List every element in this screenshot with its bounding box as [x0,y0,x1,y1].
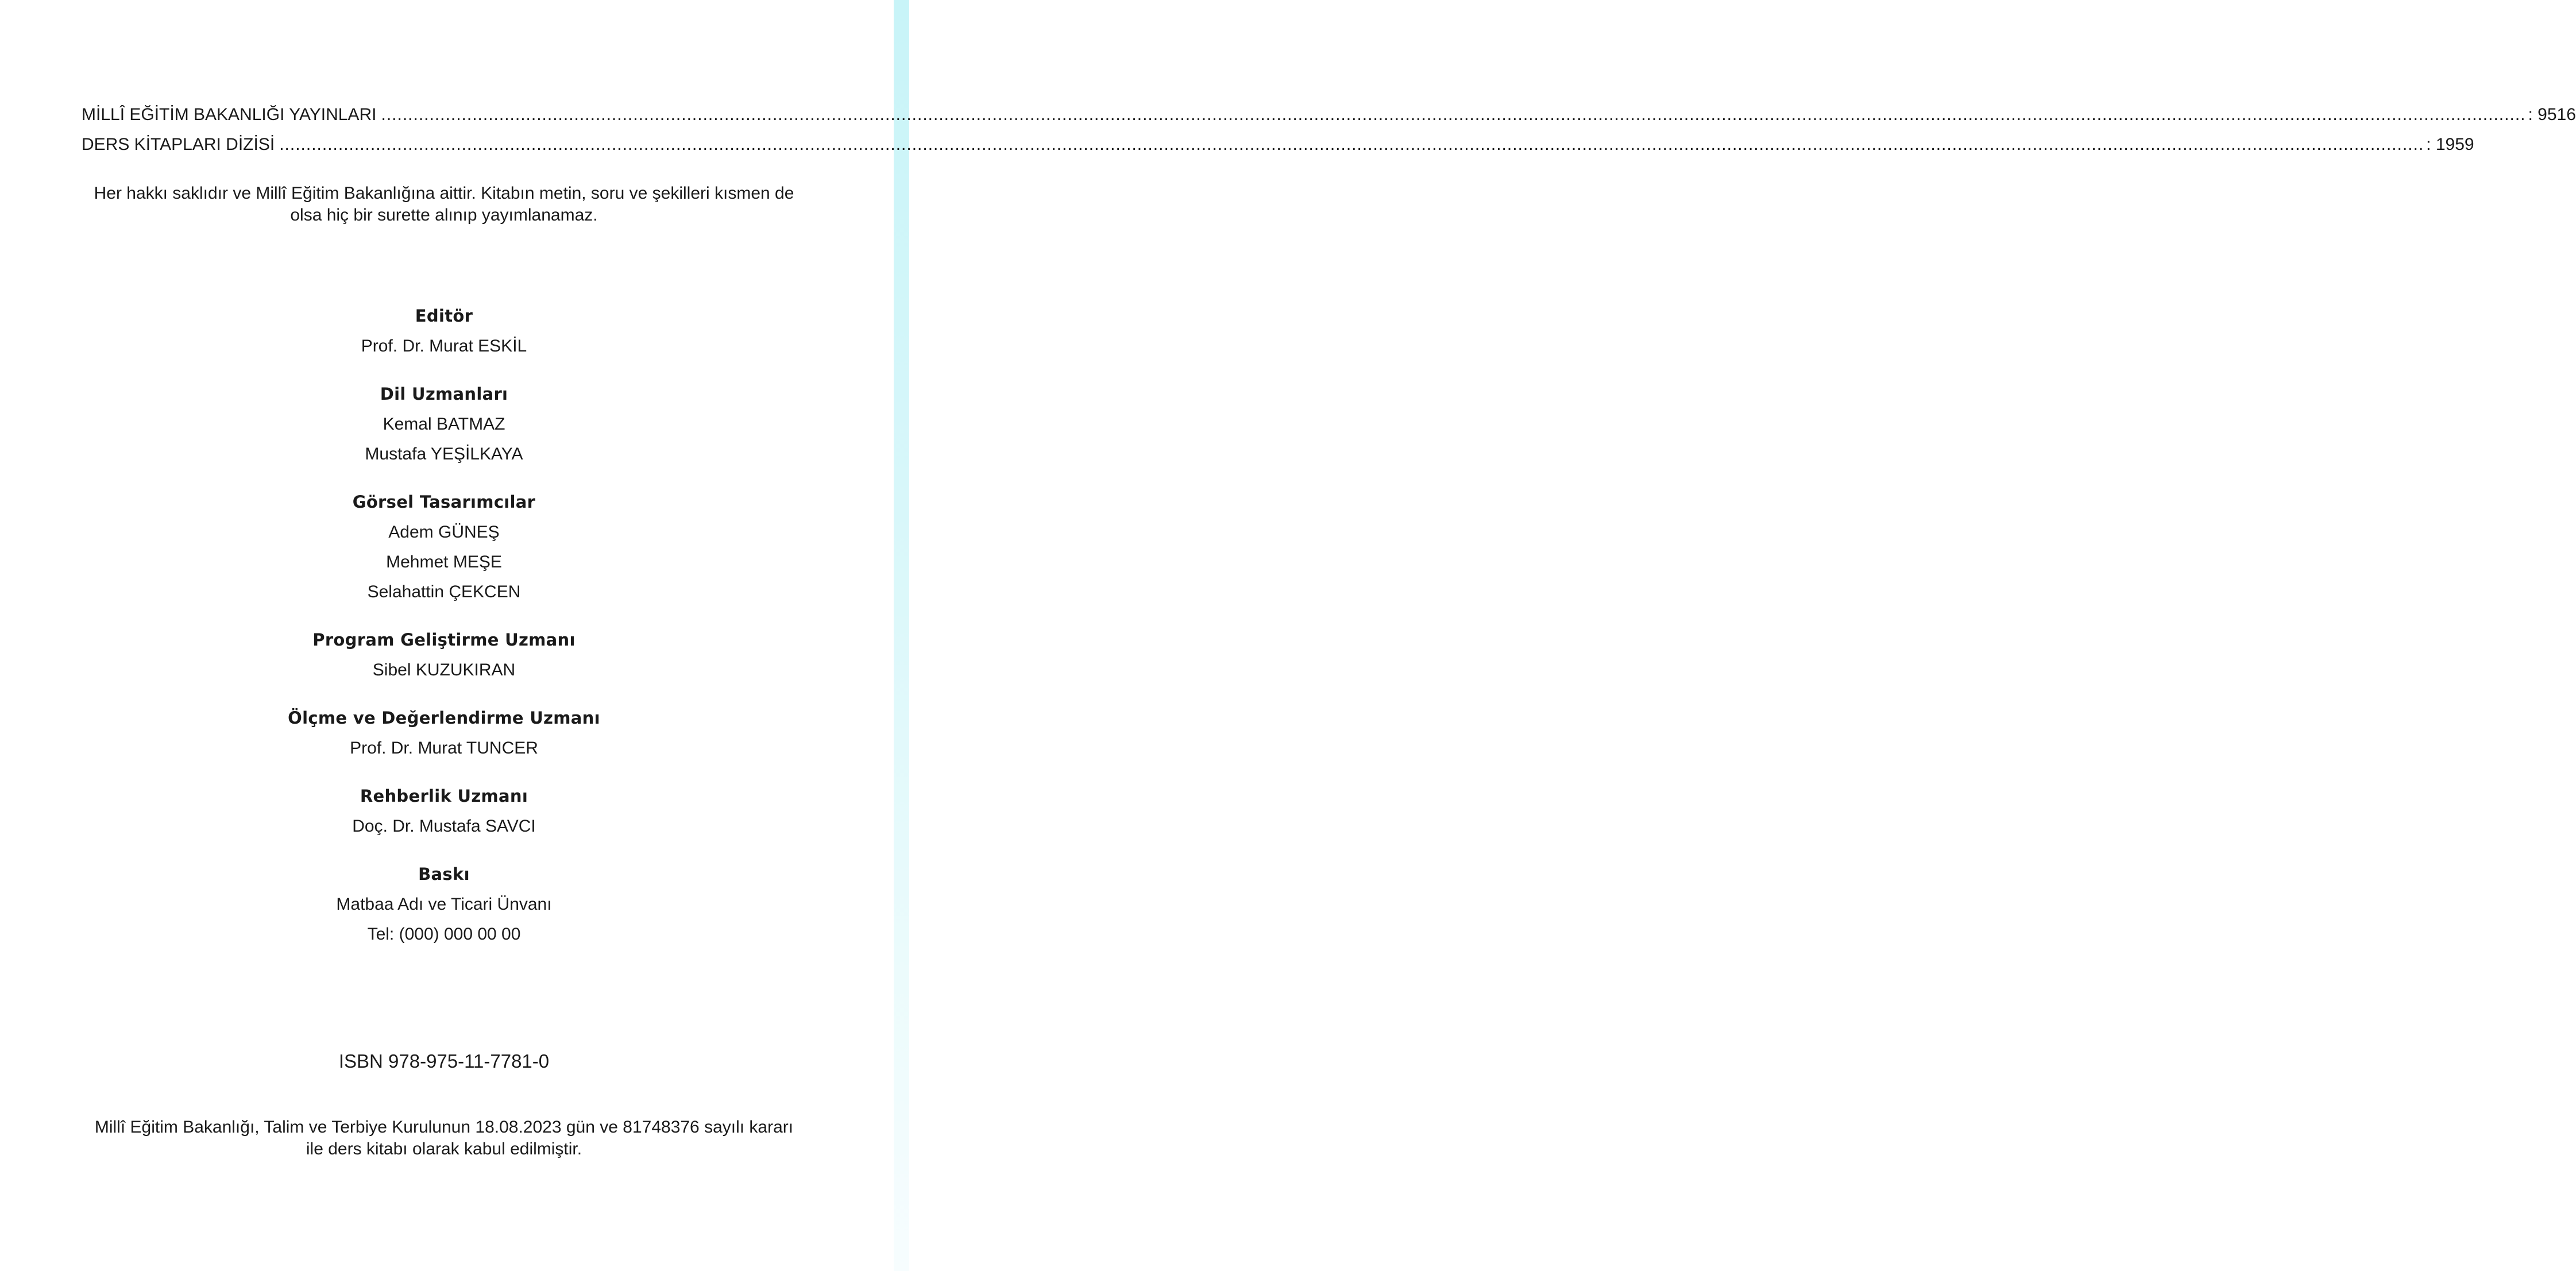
credit-group [82,378,806,469]
credit-name: Doç. Dr. Mustafa SAVCI [352,817,536,836]
credit-heading: Program Geliştirme Uzmanı [312,630,576,650]
credit-name: Kemal BATMAZ [383,415,505,434]
credit-group [82,300,806,361]
credits-list [82,300,806,949]
copyright-notice [82,183,806,226]
credit-name: Prof. Dr. Murat TUNCER [350,739,538,758]
series-label: DERS KİTAPLARI DİZİSİ [82,135,275,154]
credit-group [82,859,806,949]
credit-name: Selahattin ÇEKCEN [367,582,521,601]
credit-name: Matbaa Adı ve Ticari Ünvanı [336,895,552,914]
credit-name: Tel: (000) 000 00 00 [367,925,521,944]
credit-heading: Ölçme ve Değerlendirme Uzmanı [288,708,600,728]
credit-name: Sibel KUZUKIRAN [372,660,516,679]
series-label: MİLLÎ EĞİTİM BAKANLIĞI YAYINLARI [82,105,377,124]
copyright-line: Her hakkı saklıdır ve Millî Eğitim Bakanlığına aittir. Kitabın metin, soru ve şekilleri kısmen de [94,184,794,203]
dot-leader: ................................................................................................................................................................................................................................................................................................................................................................................................................ [279,135,2424,154]
credit-heading: Editör [415,306,473,326]
approval-statement [82,1117,806,1160]
copyright-line: olsa hiç bir surette alınıp yayımlanamaz. [290,206,598,225]
credit-group [82,624,806,685]
credit-heading: Görsel Tasarımcılar [352,492,536,512]
credit-heading: Baskı [418,864,470,884]
approval-line: ile ders kitabı olarak kabul edilmiştir. [306,1139,582,1158]
credit-group [82,781,806,841]
isbn-number: ISBN 978-975-11-7781-0 [338,1050,550,1072]
credit-group [82,486,806,607]
series-info [82,100,2576,160]
credit-name: Mehmet MEŞE [386,553,502,571]
series-row-publications [82,100,2576,130]
credit-name: Adem GÜNEŞ [388,523,500,542]
series-row-textbooks [82,130,2474,160]
credit-name: Prof. Dr. Murat ESKİL [361,337,527,356]
credit-group [82,702,806,763]
approval-line: Millî Eğitim Bakanlığı, Talim ve Terbiye Kurulunun 18.08.2023 gün ve 81748376 sayılı kararı [94,1118,794,1137]
series-number: : 1959 [2426,135,2474,154]
decorative-side-strip [894,0,909,1271]
credit-heading: Dil Uzmanları [380,384,508,404]
dot-leader: ................................................................................................................................................................................................................................................................................................................................................................................................................ [381,105,2526,124]
series-number: : 9516 [2528,105,2576,124]
credit-name: Mustafa YEŞİLKAYA [365,445,523,463]
credit-heading: Rehberlik Uzmanı [360,786,528,806]
